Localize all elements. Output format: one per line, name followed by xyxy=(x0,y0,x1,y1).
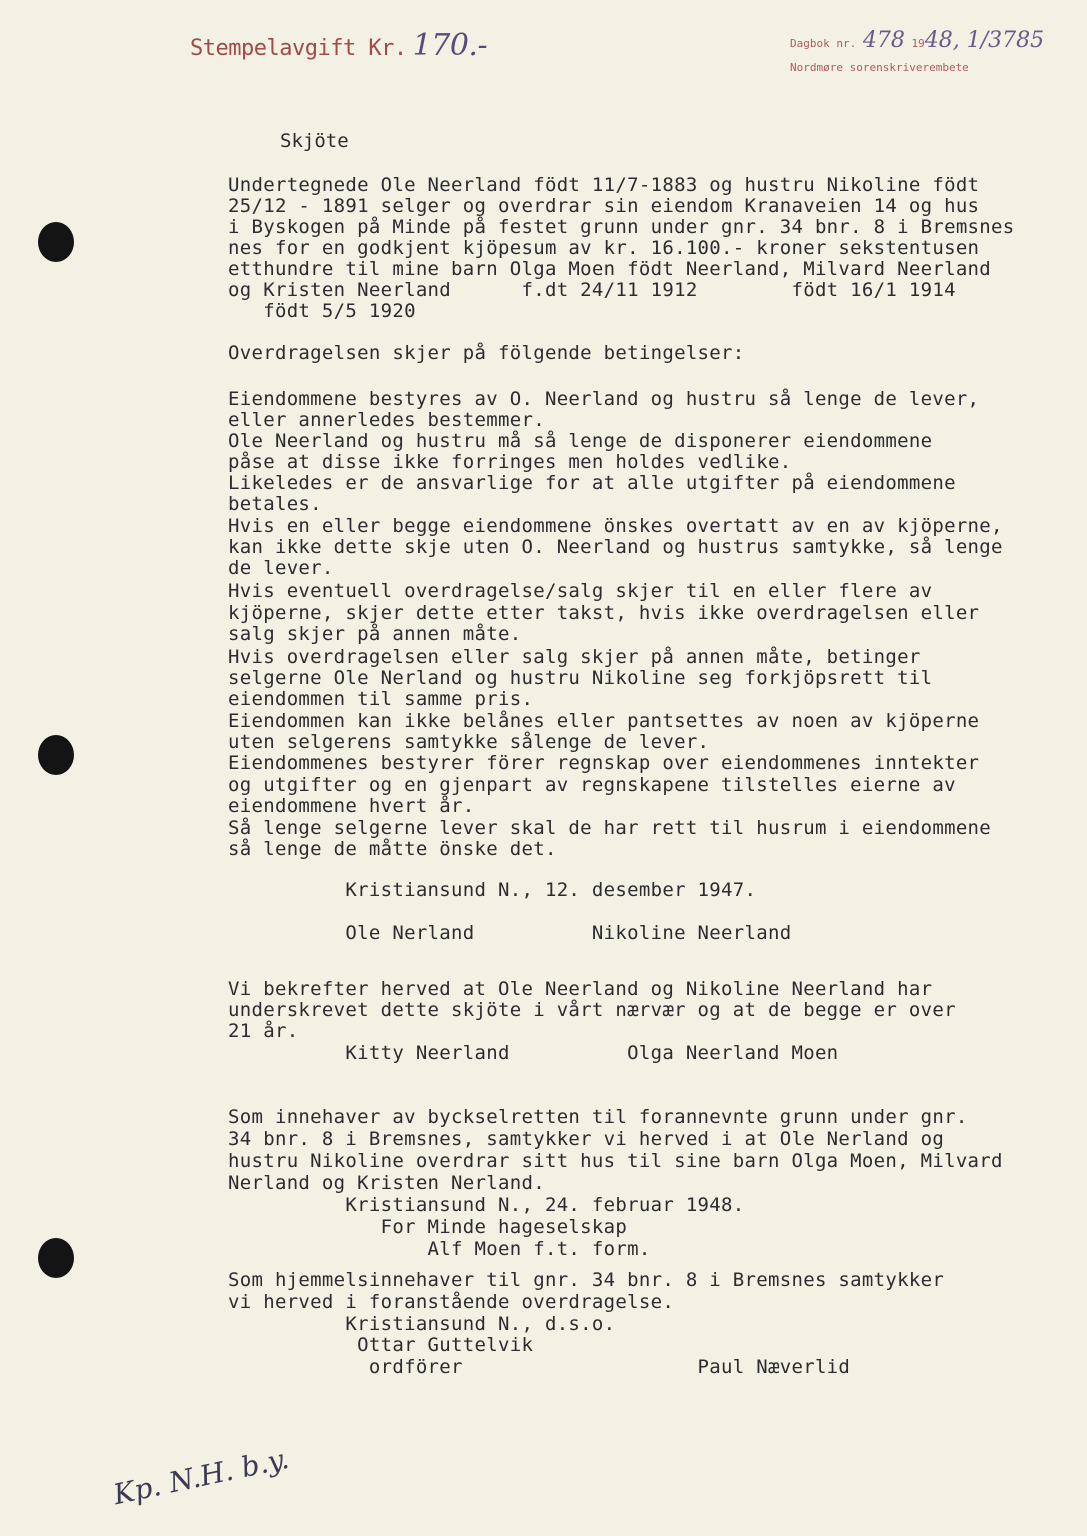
dagbok-label: Dagbok nr. xyxy=(790,37,857,50)
signature-line: Alf Moen f.t. form. xyxy=(228,1238,651,1260)
year-suffix: 48, 1/3785 xyxy=(924,28,1045,53)
text-line: Som hjemmelsinnehaver til gnr. 34 bnr. 8 i Bremsnes samtykker xyxy=(228,1269,945,1291)
text-line: påse at disse ikke forringes men holdes vedlike. xyxy=(228,451,792,473)
signature-line: Ole Nerland Nikoline Neerland xyxy=(228,922,792,944)
text-line: eller annerledes bestemmer. xyxy=(228,409,545,431)
text-line: Kristiansund N., 24. februar 1948. xyxy=(228,1194,745,1216)
text-line: eiendommen til samme pris. xyxy=(228,688,534,710)
fee-amount: 170.- xyxy=(412,28,488,63)
document-title: Skjöte xyxy=(280,130,349,152)
text-line: de lever. xyxy=(228,557,334,579)
text-line: kjöperne, skjer dette etter takst, hvis ikke overdragelsen eller xyxy=(228,602,980,624)
punch-hole xyxy=(38,735,74,775)
text-line: og utgifter og en gjenpart av regnskapene tilstelles eierne av xyxy=(228,774,956,796)
text-line: og Kristen Neerland f.dt 24/11 1912 födt 16/1 1914 xyxy=(228,279,956,301)
text-line: vi herved i foranstående overdragelse. xyxy=(228,1291,675,1313)
stamp-dagbok xyxy=(790,26,1044,83)
text-line: Så lenge selgerne lever skal de har rett til husrum i eiendommene xyxy=(228,817,992,839)
text-line: Hvis en eller begge eiendommene önskes overtatt av en av kjöperne, xyxy=(228,515,1003,537)
text-line: Overdragelsen skjer på fölgende betingelser: xyxy=(228,342,745,364)
text-line: Kristiansund N., d.s.o. xyxy=(228,1313,616,1335)
text-line: kan ikke dette skje uten O. Neerland og hustrus samtykke, så lenge xyxy=(228,536,1003,558)
text-line: selgerne Ole Nerland og hustru Nikoline seg forkjöpsrett til xyxy=(228,667,933,689)
text-line: Som innehaver av byckselretten til forannevnte grunn under gnr. xyxy=(228,1106,968,1128)
signature-line: ordförer Paul Næverlid xyxy=(228,1356,851,1378)
text-line: 34 bnr. 8 i Bremsnes, samtykker vi herved i at Ole Nerland og xyxy=(228,1128,945,1150)
text-line: Nerland og Kristen Nerland. xyxy=(228,1172,545,1194)
dagbok-number: 478 xyxy=(862,28,905,53)
text-line: betales. xyxy=(228,493,322,515)
punch-hole xyxy=(38,1238,74,1278)
punch-hole xyxy=(38,222,74,262)
handwritten-note: Kp. N.H. b.y. xyxy=(110,1441,292,1512)
text-line: Likeledes er de ansvarlige for at alle utgifter på eiendommene xyxy=(228,472,956,494)
text-line: Kristiansund N., 12. desember 1947. xyxy=(228,879,757,901)
year-prefix: 19 xyxy=(911,37,925,50)
text-line: Undertegnede Ole Neerland födt 11/7-1883 og hustru Nikoline födt xyxy=(228,174,980,196)
text-line: Hvis overdragelsen eller salg skjer på annen måte, betinger xyxy=(228,646,921,668)
text-line: Vi bekrefter herved at Ole Neerland og Nikoline Neerland har xyxy=(228,978,933,1000)
text-line: underskrevet dette skjöte i vårt nærvær og at de begge er over xyxy=(228,999,956,1021)
office-name: Nordmøre sorenskriverembete xyxy=(790,61,969,74)
text-line: födt 5/5 1920 xyxy=(228,300,416,322)
text-line: 21 år. xyxy=(228,1020,299,1042)
text-line: Hvis eventuell overdragelse/salg skjer til en eller flere av xyxy=(228,580,933,602)
fee-label: Stempelavgift Kr. xyxy=(190,36,407,61)
text-line: i Byskogen på Minde på festet grunn under gnr. 34 bnr. 8 i Bremsnes xyxy=(228,216,1015,238)
text-line: Eiendommenes bestyrer förer regnskap over eiendommenes inntekter xyxy=(228,752,980,774)
text-line: etthundre til mine barn Olga Moen födt Neerland, Milvard Neerland xyxy=(228,258,992,280)
signature-line: Kitty Neerland Olga Neerland Moen xyxy=(228,1042,839,1064)
text-line: For Minde hageselskap xyxy=(228,1216,628,1238)
text-line: Ole Neerland og hustru må så lenge de disponerer eiendommene xyxy=(228,430,933,452)
text-line: uten selgerens samtykke sålenge de lever. xyxy=(228,731,710,753)
text-line: Eiendommene bestyres av O. Neerland og hustru så lenge de lever, xyxy=(228,388,980,410)
text-line: eiendommene hvert år. xyxy=(228,795,475,817)
signature-line: Ottar Guttelvik xyxy=(228,1334,534,1356)
text-line: hustru Nikoline overdrar sitt hus til sine barn Olga Moen, Milvard xyxy=(228,1150,1003,1172)
text-line: 25/12 - 1891 selger og overdrar sin eiendom Kranaveien 14 og hus xyxy=(228,195,980,217)
text-line: salg skjer på annen måte. xyxy=(228,623,522,645)
text-line: så lenge de måtte önske det. xyxy=(228,838,557,860)
stamp-fee xyxy=(190,28,487,63)
text-line: Eiendommen kan ikke belånes eller pantsettes av noen av kjöperne xyxy=(228,710,980,732)
text-line: nes for en godkjent kjöpesum av kr. 16.100.- kroner sekstentusen xyxy=(228,237,980,259)
